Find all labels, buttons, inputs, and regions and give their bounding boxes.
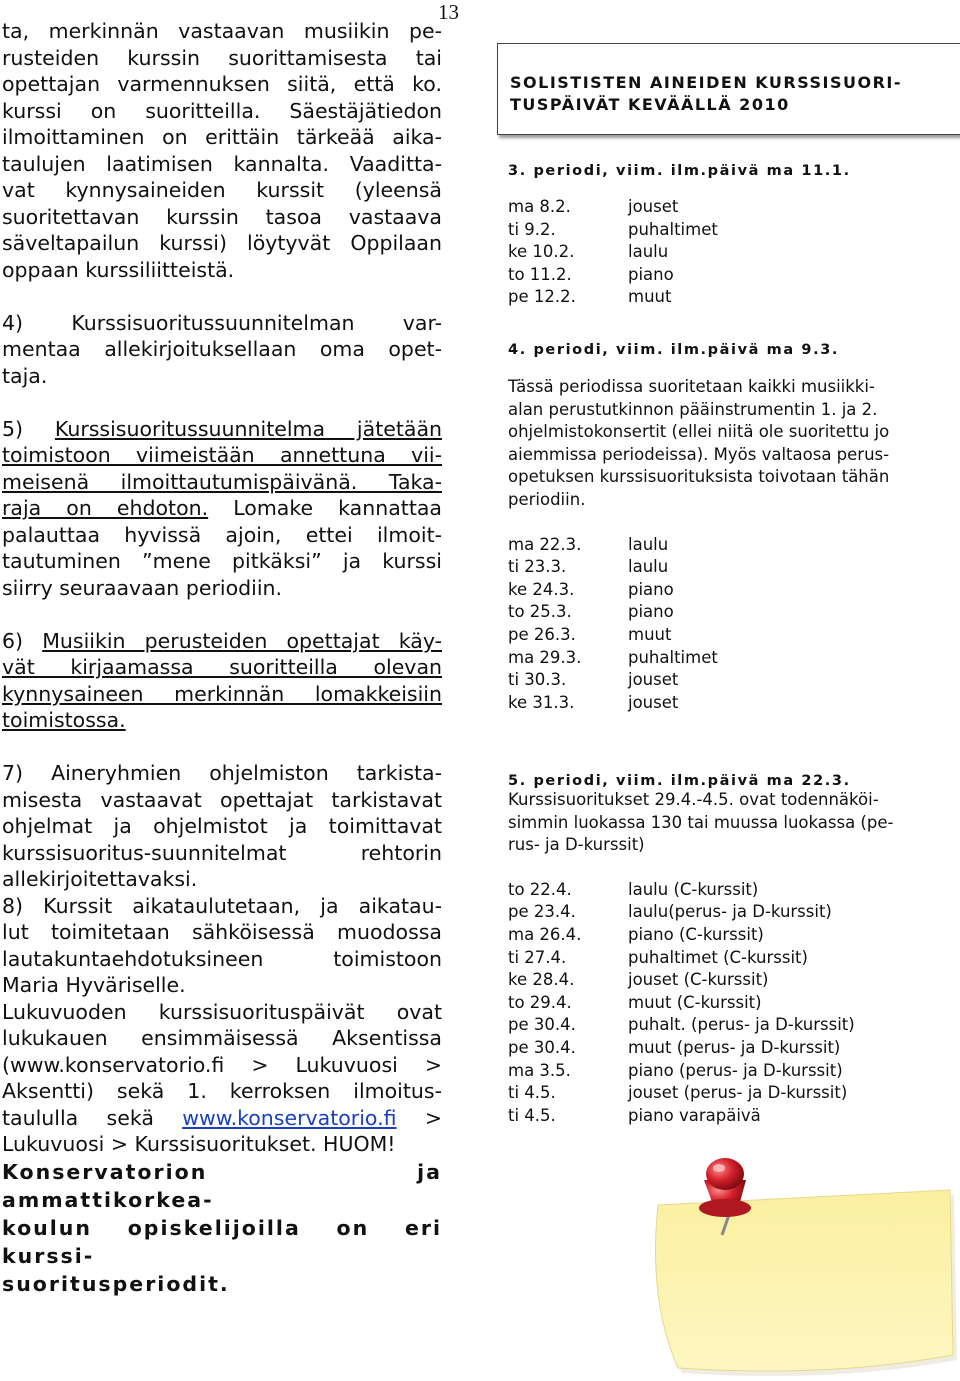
schedule-date: ke 24.3. bbox=[508, 579, 575, 599]
text-line bbox=[2, 416, 442, 443]
schedule-date: ti 4.5. bbox=[508, 1083, 556, 1103]
schedule-date: pe 23.4. bbox=[508, 902, 576, 922]
schedule-row bbox=[508, 579, 958, 602]
schedule-subject: piano bbox=[628, 264, 674, 284]
schedule-date: ti 27.4. bbox=[508, 947, 567, 967]
schedule-date: ti 23.3. bbox=[508, 557, 567, 577]
schedule-subject: puhaltimet (C-kurssit) bbox=[628, 947, 808, 967]
schedule-subject: laulu bbox=[628, 242, 669, 262]
text-line bbox=[2, 495, 442, 522]
schedule-date: ma 8.2. bbox=[508, 197, 571, 216]
schedule-row bbox=[508, 624, 958, 647]
schedule-date: ke 28.4. bbox=[508, 970, 575, 990]
text-line: Aksentti) sekä 1. kerroksen ilmoitus- bbox=[2, 1079, 442, 1103]
schedule-date: to 29.4. bbox=[508, 992, 572, 1012]
schedule-subject: puhaltimet bbox=[628, 647, 718, 667]
text-line: suoritettavan kurssin tasoa vastaava bbox=[2, 204, 442, 229]
text-span: taululla sekä bbox=[2, 1105, 183, 1130]
schedule-row bbox=[508, 601, 958, 624]
box-title-line: TUSPÄIVÄT KEVÄÄLLÄ 2010 bbox=[510, 95, 790, 114]
schedule-row bbox=[508, 879, 958, 902]
paragraph-9 bbox=[2, 999, 442, 1298]
text-line: rusteiden kurssin suorittamisesta tai bbox=[2, 45, 442, 70]
schedule-subject: laulu (C-kurssit) bbox=[628, 879, 759, 899]
schedule-date: ti 4.5. bbox=[508, 1105, 556, 1125]
text-line: Lukuvuosi > Kurssisuoritukset. HUOM! bbox=[2, 1132, 396, 1156]
text-line: lukukauen ensimmäisessä Aksentissa bbox=[2, 1026, 442, 1050]
text-line: opetuksen kurssisuorituksista toivotaan tähän bbox=[508, 467, 890, 487]
text-line: Kurssisuoritukset 29.4.-4.5. ovat todennäköi- bbox=[508, 790, 879, 809]
paragraph-6 bbox=[2, 628, 442, 734]
schedule-subject: jouset bbox=[628, 197, 679, 216]
schedule-subject: piano (perus- ja D-kurssit) bbox=[628, 1060, 843, 1080]
underlined-text: raja on ehdoton. bbox=[2, 496, 209, 520]
schedule-date: ke 31.3. bbox=[508, 692, 575, 712]
schedule-subject: puhaltimet bbox=[628, 219, 718, 239]
text-line bbox=[2, 681, 442, 708]
text-line: vat kynnysaineiden kurssit (yleensä bbox=[2, 178, 442, 202]
schedule-row bbox=[508, 556, 958, 579]
period-5-description bbox=[508, 789, 958, 857]
text-span: Lomake kannattaa bbox=[208, 496, 442, 520]
text-line: lut toimitetaan sähköisessä muodossa bbox=[2, 920, 442, 944]
text-line bbox=[2, 628, 442, 655]
schedule-subject: muut bbox=[628, 287, 672, 307]
period-5-section bbox=[508, 773, 958, 1127]
schedule-row bbox=[508, 992, 958, 1015]
text-line: tautuminen ”mene pitkäksi” ja kurssi bbox=[2, 549, 442, 573]
schedule-subject: laulu(perus- ja D-kurssit) bbox=[628, 902, 832, 922]
page-number: 13 bbox=[438, 0, 459, 24]
schedule-date: ke 10.2. bbox=[508, 242, 575, 262]
schedule-date: to 25.3. bbox=[508, 602, 572, 622]
schedule-row bbox=[508, 692, 958, 715]
period-4-schedule bbox=[508, 534, 958, 715]
sticky-note-icon bbox=[628, 1150, 958, 1380]
schedule-row bbox=[508, 1060, 958, 1083]
schedule-row bbox=[508, 1014, 958, 1037]
text-line: kurssisuoritus-suunnitelmat rehtorin bbox=[2, 840, 442, 865]
text-line: 8) Kurssit aikataulutetaan, ja aikatau- bbox=[2, 893, 442, 918]
paragraph-8 bbox=[2, 893, 442, 999]
underlined-text: Musiikin perusteiden opettajat käy- bbox=[42, 628, 442, 653]
text-line bbox=[2, 469, 442, 496]
text-line: lautakuntaehdotuksineen toimistoon bbox=[2, 946, 442, 971]
text-line: simmin luokassa 130 tai muussa luokassa (pe- bbox=[508, 812, 894, 832]
paragraph-5 bbox=[2, 416, 442, 602]
text-line: ohjelmistokonsertit (ellei niitä ole suoritettu jo bbox=[508, 422, 890, 442]
text-line: aiemmissa periodeissa). Myös valtaosa perus- bbox=[508, 444, 890, 464]
title-box bbox=[497, 43, 960, 135]
schedule-subject: piano bbox=[628, 579, 674, 599]
underlined-text: kynnysaineen merkinnän lomakkeisiin bbox=[2, 681, 442, 706]
list-number: 6) bbox=[2, 628, 43, 653]
schedule-row bbox=[508, 1082, 958, 1105]
schedule-row bbox=[508, 196, 958, 219]
bold-text-line: koulun opiskelijoilla on eri kurssi- bbox=[2, 1215, 442, 1268]
schedule-subject: jouset bbox=[628, 692, 679, 712]
text-line: siirry seuraavaan periodiin. bbox=[2, 575, 283, 600]
paragraph-1 bbox=[2, 18, 442, 283]
text-line: mentaa allekirjoituksellaan oma opet- bbox=[2, 337, 442, 361]
schedule-subject: puhalt. (perus- ja D-kurssit) bbox=[628, 1015, 855, 1035]
underlined-text: toimistossa. bbox=[2, 708, 126, 732]
bold-text-line: Konservatorion ja ammattikorkea- bbox=[2, 1159, 442, 1212]
schedule-row bbox=[508, 534, 958, 557]
period-4-description bbox=[508, 376, 958, 512]
underlined-text: meisenä ilmoittautumispäivänä. Taka- bbox=[2, 469, 442, 494]
schedule-date: ti 9.2. bbox=[508, 219, 556, 239]
text-line: rus- ja D-kurssit) bbox=[508, 835, 645, 855]
text-line: säveltapailun kurssi) löytyvät Oppilaan bbox=[2, 231, 442, 255]
schedule-date: ma 29.3. bbox=[508, 647, 582, 667]
schedule-date: to 22.4. bbox=[508, 879, 572, 899]
text-line: periodiin. bbox=[508, 489, 586, 509]
schedule-subject: muut (perus- ja D-kurssit) bbox=[628, 1037, 841, 1057]
period-4-section bbox=[508, 342, 958, 714]
underlined-text: toimistoon viimeistään annettuna vii- bbox=[2, 443, 442, 467]
schedule-date: ti 30.3. bbox=[508, 670, 567, 690]
schedule-row bbox=[508, 219, 958, 242]
period-3-schedule bbox=[508, 196, 958, 309]
schedule-row bbox=[508, 264, 958, 287]
schedule-subject: piano bbox=[628, 602, 674, 622]
paragraph-7 bbox=[2, 760, 442, 893]
schedule-row bbox=[508, 1037, 958, 1060]
text-line: taja. bbox=[2, 363, 48, 388]
schedule-row bbox=[508, 969, 958, 992]
schedule-row bbox=[508, 924, 958, 947]
text-line: alan perustutkinnon pääinstrumentin 1. ja 2. bbox=[508, 399, 878, 419]
text-line: opettajan varmennuksen siitä, että ko. bbox=[2, 72, 442, 96]
schedule-row bbox=[508, 1105, 958, 1128]
schedule-subject: jouset (perus- ja D-kurssit) bbox=[628, 1083, 848, 1103]
text-line bbox=[2, 654, 442, 681]
schedule-subject: jouset (C-kurssit) bbox=[628, 970, 769, 990]
period-5-heading: 5. periodi, viim. ilm.päivä ma 22.3. bbox=[508, 773, 851, 789]
period-3-section bbox=[508, 163, 958, 309]
schedule-date: to 11.2. bbox=[508, 264, 572, 284]
schedule-date: pe 30.4. bbox=[508, 1015, 576, 1035]
left-column bbox=[2, 18, 442, 1298]
konservatorio-link[interactable]: www.konservatorio.fi bbox=[182, 1105, 397, 1130]
text-line: (www.konservatorio.fi > Lukuvuosi > bbox=[2, 1052, 442, 1077]
period-4-heading: 4. periodi, viim. ilm.päivä ma 9.3. bbox=[508, 342, 840, 358]
schedule-subject: laulu bbox=[628, 534, 669, 554]
schedule-row bbox=[508, 669, 958, 692]
schedule-subject: laulu bbox=[628, 557, 669, 577]
text-line: palauttaa hyvissä ajoin, ettei ilmoit- bbox=[2, 522, 442, 547]
paragraph-4 bbox=[2, 310, 442, 390]
text-span: > bbox=[396, 1105, 442, 1130]
schedule-subject: muut (C-kurssit) bbox=[628, 992, 762, 1012]
text-line: 4) Kurssisuoritussuunnitelman var- bbox=[2, 310, 442, 335]
text-line: misesta vastaavat opettajat tarkistavat bbox=[2, 787, 442, 812]
schedule-row bbox=[508, 286, 958, 309]
schedule-date: ma 26.4. bbox=[508, 924, 582, 944]
text-line: oppaan kurssiliitteistä. bbox=[2, 257, 235, 282]
list-number: 5) bbox=[2, 416, 55, 441]
box-title-line: SOLISTISTEN AINEIDEN KURSSISUORI- bbox=[510, 73, 903, 92]
schedule-row bbox=[508, 241, 958, 264]
underlined-text: Kurssisuoritussuunnitelma jätetään bbox=[54, 416, 442, 441]
box-title bbox=[510, 72, 950, 116]
text-line: ta, merkinnän vastaavan musiikin pe- bbox=[2, 19, 442, 43]
schedule-subject: jouset bbox=[628, 670, 679, 690]
text-line bbox=[2, 707, 442, 734]
schedule-row bbox=[508, 947, 958, 970]
schedule-date: pe 30.4. bbox=[508, 1037, 576, 1057]
schedule-date: pe 12.2. bbox=[508, 287, 576, 307]
schedule-subject: muut bbox=[628, 624, 672, 644]
bold-text-line: suoritusperiodit. bbox=[2, 1271, 230, 1296]
schedule-date: pe 26.3. bbox=[508, 624, 576, 644]
period-5-schedule bbox=[508, 879, 958, 1128]
schedule-row bbox=[508, 901, 958, 924]
text-line: 7) Aineryhmien ohjelmiston tarkista- bbox=[2, 761, 442, 785]
schedule-date: ma 3.5. bbox=[508, 1060, 571, 1080]
text-line: kurssi on suoritteilla. Säestäjätiedon bbox=[2, 98, 442, 123]
text-line bbox=[2, 1105, 442, 1132]
schedule-subject: piano (C-kurssit) bbox=[628, 924, 764, 944]
text-line: Tässä periodissa suoritetaan kaikki musiikki- bbox=[508, 377, 875, 396]
text-line: taulujen laatimisen kannalta. Vaaditta- bbox=[2, 151, 442, 176]
text-line: Lukuvuoden kurssisuorituspäivät ovat bbox=[2, 999, 442, 1024]
text-line: ilmoittaminen on erittäin tärkeää aika- bbox=[2, 125, 442, 149]
text-line: allekirjoitettavaksi. bbox=[2, 867, 198, 891]
text-line bbox=[2, 442, 442, 469]
schedule-subject: piano varapäivä bbox=[628, 1105, 761, 1125]
schedule-date: ma 22.3. bbox=[508, 534, 582, 554]
underlined-text: vät kirjaamassa suoritteilla olevan bbox=[2, 655, 442, 679]
text-line: ohjelmat ja ohjelmistot ja toimittavat bbox=[2, 814, 442, 838]
period-3-heading: 3. periodi, viim. ilm.päivä ma 11.1. bbox=[508, 163, 851, 179]
text-line: Maria Hyväriselle. bbox=[2, 973, 186, 997]
schedule-row bbox=[508, 647, 958, 670]
